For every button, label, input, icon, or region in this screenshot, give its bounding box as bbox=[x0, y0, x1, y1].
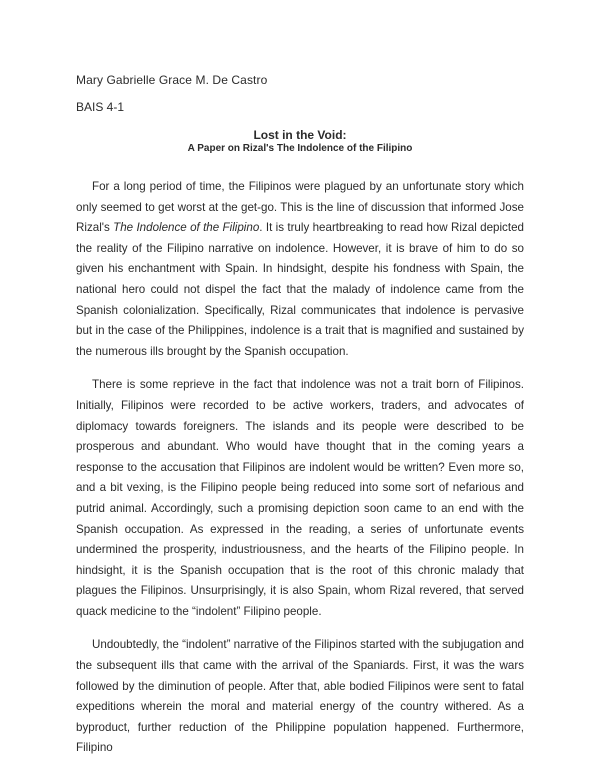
paragraph-1 bbox=[76, 177, 524, 362]
essay-body bbox=[76, 177, 524, 772]
paragraph-2: There is some reprieve in the fact that indolence was not a trait born of Filipinos. Initially, Filipinos were recorded to be active workers, traders, and advocates of diplomacy towards foreigners. The islands and its people were described to be prosperous and abundant. Who would have thought that in the coming years a response to the accusation that Filipinos are indolent would be written? Even more so, and a bit vexing, is the Filipino people being reduced into some sort of nefarious and putrid animal. Accordingly, such a promising depiction soon came to an end with the Spanish occupation. As expressed in the reading, a series of unfortunate events undermined the prosperity, industriousness, and the hearts of the Filipino people. In hindsight, it is the Spanish occupation that is the root of this chronic malady that plagues the Filipinos. Unsurprisingly, it is also Spain, whom Rizal revered, that served quack medicine to the “indolent” Filipino people. bbox=[76, 378, 524, 618]
paragraph-1-text-b: . It is truly heartbreaking to read how Rizal depicted the reality of the Filipino narrative on indolence. However, it is brave of him to do so given his enchantment with Spain. In hindsight, despite his fondness with Spain, the national hero could not dispel the fact that the malady of indolence came from the Spanish colonialization. Specifically, Rizal communicates that indolence is pervasive but in the case of the Philippines, indolence is a trait that is magnified and sustained by the numerous ills brought by the Spanish occupation. bbox=[76, 221, 524, 358]
paragraph-1-text-a: For a long period of time, the Filipinos were plagued by an unfortunate story which only seemed to get worst at the get-go. This is the line of discussion that informed Jose Rizal's bbox=[76, 180, 524, 235]
author-name: Mary Gabrielle Grace M. De Castro bbox=[76, 73, 268, 87]
paper-subtitle: A Paper on Rizal's The Indolence of the Filipino bbox=[187, 143, 413, 154]
class-section: BAIS 4-1 bbox=[76, 100, 125, 114]
paragraph-3: Undoubtedly, the “indolent” narrative of the Filipinos started with the subjugation and the subsequent ills that came with the arrival of the Spaniards. First, it was the wars followed by the diminution of people. After that, able bodied Filipinos were sent to fatal expeditions wherein the moral and material energy of the country withered. As a byproduct, further reduction of the Philippine population happened. Furthermore, Filipino bbox=[76, 638, 524, 755]
paper-title: Lost in the Void: bbox=[253, 128, 347, 142]
work-title: The Indolence of the Filipino bbox=[113, 221, 260, 235]
